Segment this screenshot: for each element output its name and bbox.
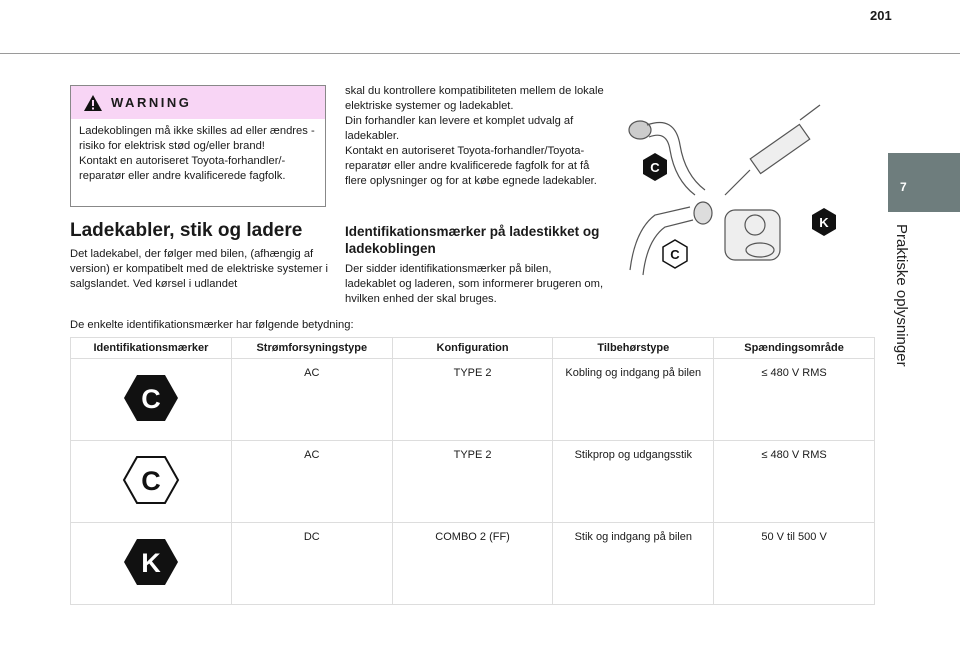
supply-type: AC bbox=[231, 441, 392, 523]
column-header: Strømforsyningstype bbox=[231, 338, 392, 359]
column-header: Konfiguration bbox=[392, 338, 553, 359]
svg-text:C: C bbox=[650, 160, 660, 175]
badge-c-filled-icon bbox=[643, 153, 667, 181]
paragraph: Kontakt en autoriseret Toyota-forhandler/Toyota-reparatør eller andre kvalificerede fagfolk for at få flere oplysninger og for at købe egnede ladekabler. bbox=[345, 145, 597, 187]
chapter-tab[interactable]: 7 bbox=[888, 153, 960, 212]
section-body-continued bbox=[345, 84, 605, 189]
table-intro: De enkelte identifikationsmærker har følgende betydning: bbox=[70, 319, 354, 331]
identification-marks-table bbox=[70, 337, 875, 605]
paragraph: skal du kontrollere kompatibiliteten mellem de lokale elektriske systemer og ladekablet. bbox=[345, 85, 604, 112]
accessory-type: Kobling og indgang på bilen bbox=[553, 359, 714, 441]
voltage-range: ≤ 480 V RMS bbox=[714, 441, 875, 523]
accessory-type: Stik og indgang på bilen bbox=[553, 523, 714, 605]
warning-text: Ladekoblingen må ikke skilles ad eller ændres - risiko for elektrisk stød og/eller brand! bbox=[79, 125, 315, 152]
voltage-range: 50 V til 500 V bbox=[714, 523, 875, 605]
section-heading: Ladekabler, stik og ladere bbox=[70, 220, 303, 241]
warning-title: WARNING bbox=[111, 95, 192, 110]
svg-text:C: C bbox=[141, 466, 161, 496]
paragraph: Din forhandler kan levere et komplet udvalg af ladekabler. bbox=[345, 115, 574, 142]
charging-connectors-illustration bbox=[615, 95, 870, 285]
supply-type: AC bbox=[231, 359, 392, 441]
accessory-type: Stikprop og udgangsstik bbox=[553, 441, 714, 523]
voltage-range: ≤ 480 V RMS bbox=[714, 359, 875, 441]
table-row bbox=[71, 523, 875, 605]
warning-icon bbox=[83, 94, 103, 112]
supply-type: DC bbox=[231, 523, 392, 605]
svg-text:C: C bbox=[141, 384, 161, 414]
configuration: TYPE 2 bbox=[392, 441, 553, 523]
column-header: Spændingsområde bbox=[714, 338, 875, 359]
chapter-title: Praktiske oplysninger bbox=[893, 224, 910, 367]
warning-text: Kontakt en autoriseret Toyota-forhandler/-reparatør eller andre kvalificerede fagfolk. bbox=[79, 155, 286, 182]
badge-k-icon bbox=[812, 208, 836, 236]
warning-box bbox=[70, 85, 326, 207]
subsection-body: Der sidder identifikationsmærker på bilen, ladekablet og laderen, som informerer brugeren om, hvilken enhed der skal bruges. bbox=[345, 263, 604, 305]
table-header-row bbox=[71, 338, 875, 359]
page-number: 201 bbox=[870, 8, 892, 23]
svg-text:K: K bbox=[819, 215, 829, 230]
configuration: COMBO 2 (FF) bbox=[392, 523, 553, 605]
section-body: Det ladekabel, der følger med bilen, (afhængig af version) er kompatibelt med de elektriske systemer i salgslandet. Ved kørsel i udlandet bbox=[70, 248, 329, 290]
svg-text:C: C bbox=[670, 247, 680, 262]
badge-c-filled-icon bbox=[121, 370, 181, 426]
configuration: TYPE 2 bbox=[392, 359, 553, 441]
subsection-heading: Identifikationsmærker på ladestikket og ladekoblingen bbox=[345, 224, 600, 256]
table-row bbox=[71, 359, 875, 441]
column-header: Tilbehørstype bbox=[553, 338, 714, 359]
badge-c-outline-icon bbox=[663, 240, 687, 268]
table-row bbox=[71, 441, 875, 523]
badge-c-outline-icon bbox=[121, 452, 181, 508]
badge-k-icon bbox=[121, 534, 181, 590]
column-header: Identifikationsmærker bbox=[71, 338, 232, 359]
header-divider bbox=[0, 53, 960, 54]
svg-text:K: K bbox=[141, 548, 161, 578]
